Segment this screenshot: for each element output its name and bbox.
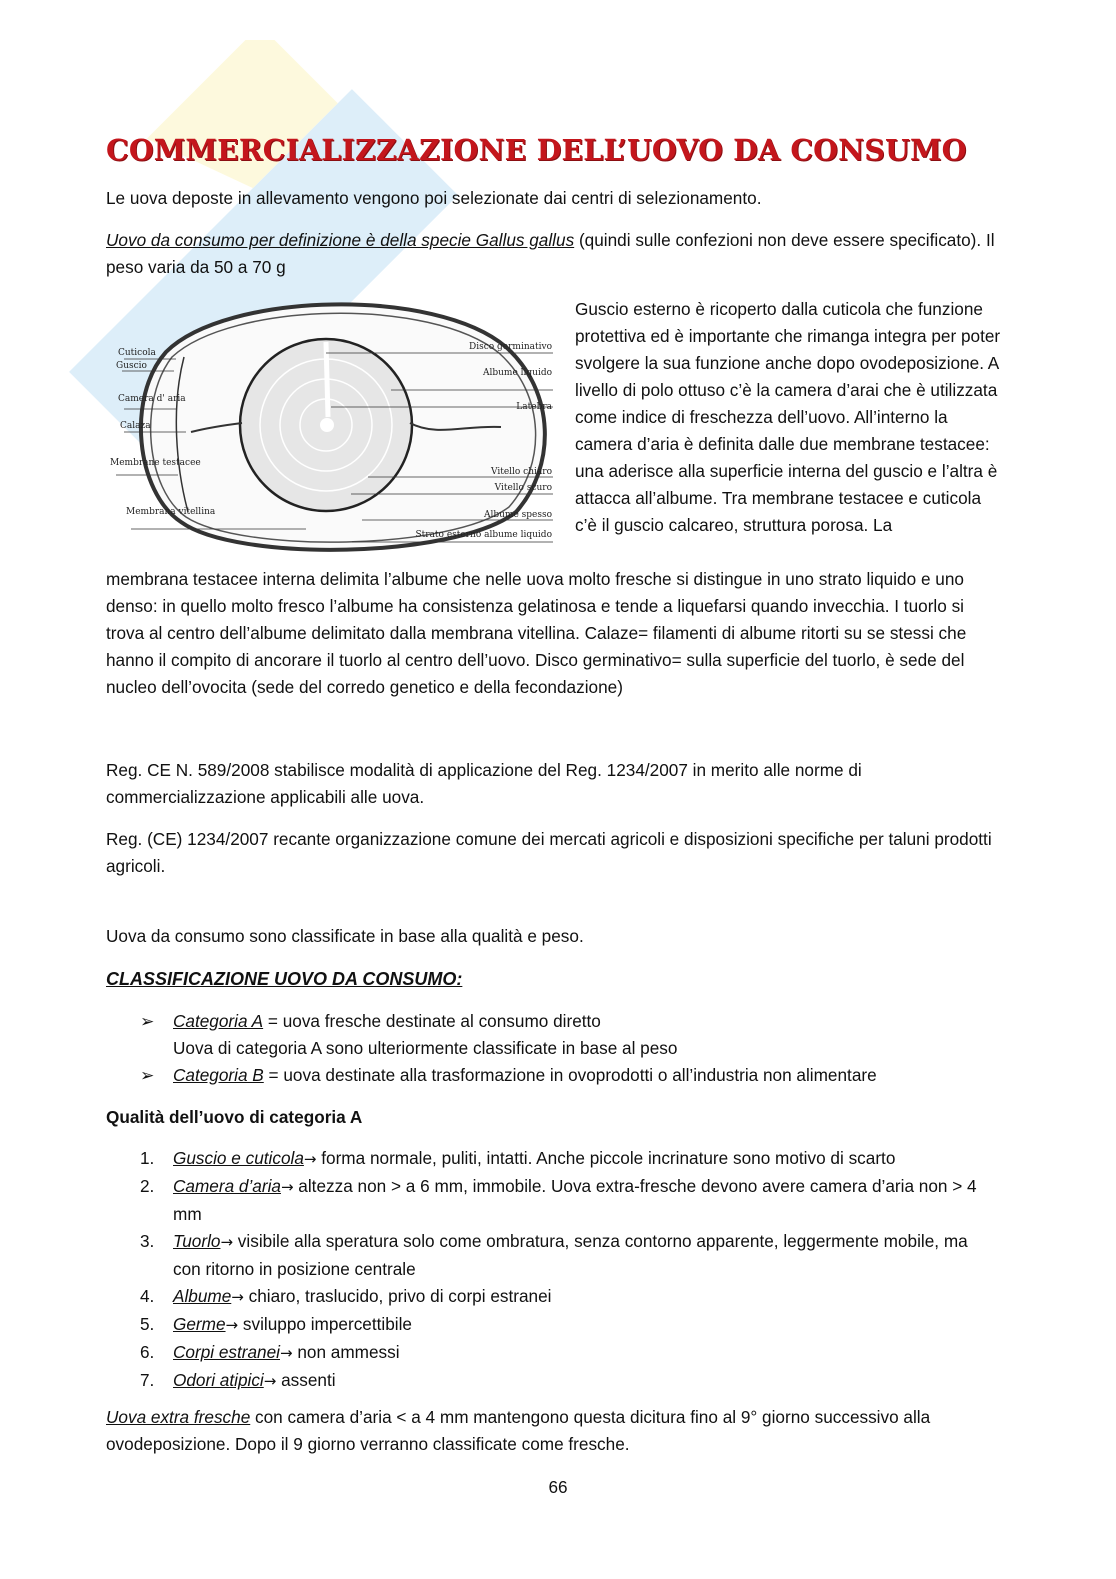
- shell-description-paragraph: Guscio esterno è ricoperto dalla cuticola che funzione protettiva ed è importante che rimanga integra per poter svolgere la sua funzione anche dopo ovodeposizione. A livello di polo ottuso c’è la camera d’arai che è utilizzata come indice di freschezza dell’uovo. All’interno la camera d’aria è definita dalle due membrane testacee: una aderisce alla superficie interna del guscio e l’altra è attacca all’albume. Tra membrane testacee e cuticola c’è il guscio calcareo, struttura porosa. La: [575, 299, 1001, 535]
- definition-paragraph: [106, 227, 1006, 281]
- quality-text: visibile alla speratura solo come ombratura, senza contorno apparente, leggermente mobile, ma con ritorno in posizione centrale: [173, 1231, 968, 1279]
- arrow-right-icon: →: [225, 1316, 239, 1334]
- quality-term: Guscio e cuticola: [173, 1148, 304, 1168]
- label-albume-spesso: Albume spesso: [483, 510, 552, 520]
- quality-text: forma normale, puliti, intatti. Anche piccole incrinature sono motivo di scarto: [316, 1148, 896, 1168]
- quality-text: chiaro, traslucido, privo di corpi estranei: [243, 1286, 552, 1306]
- classification-intro: Uova da consumo sono classificate in base alla qualità e peso.: [106, 926, 584, 946]
- page-title: COMMERCIALIZZAZIONE DELL’UOVO DA CONSUMO: [106, 133, 967, 167]
- category-text: = uova destinate alla trasformazione in ovoprodotti o all’industria non alimentare: [263, 1065, 877, 1085]
- label-vitello-chiaro: Vitello chiaro: [490, 467, 552, 477]
- label-calaza: Calaza: [120, 421, 151, 431]
- quality-term: Camera d’aria: [173, 1176, 281, 1196]
- quality-text: assenti: [276, 1370, 336, 1390]
- arrow-right-icon: →: [303, 1150, 317, 1168]
- quality-text: sviluppo impercettibile: [238, 1314, 412, 1334]
- category-subtext: Uova di categoria A sono ulteriormente classificate in base al peso: [173, 1038, 678, 1058]
- category-item: [140, 1062, 877, 1089]
- label-camera-aria: Camera d' aria: [118, 394, 186, 404]
- page-number: 66: [548, 1477, 568, 1497]
- regulation-589-paragraph: Reg. CE N. 589/2008 stabilisce modalità di applicazione del Reg. 1234/2007 in merito alle norme di commercializzazione applicabili alle uova.: [106, 760, 862, 807]
- quality-text: altezza non > a 6 mm, immobile. Uova extra-fresche devono avere camera d’aria non > 4 mm: [173, 1176, 977, 1224]
- regulation-1234-paragraph: Reg. (CE) 1234/2007 recante organizzazione comune dei mercati agricoli e disposizioni specifiche per taluni prodotti agricoli.: [106, 829, 992, 876]
- quality-list: [140, 1145, 1000, 1395]
- extra-fresh-text: con camera d’aria < a 4 mm mantengono questa dicitura fino al 9° giorno successivo alla ovodeposizione. Dopo il 9 giorno verranno classificate come fresche.: [106, 1407, 931, 1454]
- arrow-bullet-icon: ➢: [140, 1065, 155, 1085]
- category-list: [140, 1008, 877, 1089]
- latebra-bulb: [320, 418, 334, 432]
- label-albume-liquido: Albume liquido: [482, 368, 552, 378]
- label-strato-esterno: Strato esterno albume liquido: [415, 530, 552, 540]
- quality-term: Corpi estranei: [173, 1342, 280, 1362]
- arrow-right-icon: →: [280, 1178, 294, 1196]
- arrow-right-icon: →: [280, 1344, 293, 1362]
- item-number: 6.: [140, 1342, 155, 1362]
- arrow-bullet-icon: ➢: [140, 1011, 155, 1031]
- definition-rest: (quindi sulle confezioni non deve essere specificato). Il peso varia da 50 a 70 g: [106, 230, 995, 277]
- label-vitello-scuro: Vitello scuro: [494, 483, 552, 493]
- quality-item: [140, 1367, 1000, 1395]
- label-cuticola: Cuticola: [118, 348, 156, 358]
- label-guscio: Guscio: [116, 361, 147, 371]
- label-membrana-vitellina: Membrana vitellina: [126, 507, 216, 517]
- label-membrane-testacee: Membrane testacee: [110, 458, 201, 468]
- quality-item: [140, 1311, 1000, 1339]
- quality-term: Odori atipici: [173, 1370, 264, 1390]
- intro-paragraph: Le uova deposte in allevamento vengono poi selezionate dai centri di selezionamento.: [106, 188, 762, 208]
- extra-fresh-term: Uova extra fresche: [106, 1407, 251, 1427]
- category-term: Categoria A: [173, 1011, 264, 1031]
- item-number: 3.: [140, 1231, 155, 1251]
- item-number: 1.: [140, 1148, 155, 1168]
- label-latebra: Latebra: [516, 402, 552, 412]
- label-disco-germinativo: Disco germinativo: [469, 342, 552, 352]
- category-text: = uova fresche destinate al consumo diretto: [263, 1011, 601, 1031]
- item-number: 5.: [140, 1314, 155, 1334]
- category-term: Categoria B: [173, 1065, 264, 1085]
- arrow-right-icon: →: [220, 1233, 234, 1251]
- arrow-right-icon: →: [231, 1288, 244, 1306]
- category-item: [140, 1008, 877, 1062]
- quality-item: [140, 1145, 1000, 1173]
- quality-term: Germe: [173, 1314, 226, 1334]
- quality-item: [140, 1173, 1000, 1228]
- egg-diagram: [106, 297, 558, 559]
- quality-item: [140, 1283, 1000, 1311]
- quality-text: non ammessi: [292, 1342, 400, 1362]
- item-number: 4.: [140, 1286, 155, 1306]
- quality-term: Tuorlo: [173, 1231, 221, 1251]
- classification-heading: CLASSIFICAZIONE UOVO DA CONSUMO:: [106, 969, 463, 989]
- item-number: 2.: [140, 1176, 155, 1196]
- quality-item: [140, 1339, 1000, 1367]
- arrow-right-icon: →: [263, 1372, 277, 1390]
- quality-item: [140, 1228, 1000, 1283]
- albumen-paragraph: membrana testacee interna delimita l’albume che nelle uova molto fresche si distingue in uno strato liquido e uno denso: in quello molto fresco l’albume ha consistenza gelatinosa e tende a liquefarsi quando invecchia. I tuorlo si trova al centro dell’albume delimitato dalla membrana vitellina. Calaze= filamenti di albume ritorti su se stessi che hanno il compito di ancorare il tuorlo al centro dell’uovo. Disco germinativo= sulla superficie del tuorlo, è sede del nucleo dell’ovocita (sede del corredo genetico e della fecondazione): [106, 569, 967, 697]
- quality-heading: Qualità dell’uovo di categoria A: [106, 1107, 363, 1127]
- definition-emphasis: Uovo da consumo per definizione è della specie Gallus gallus: [106, 230, 575, 250]
- item-number: 7.: [140, 1370, 155, 1390]
- extra-fresh-paragraph: [106, 1404, 1006, 1458]
- quality-term: Albume: [173, 1286, 232, 1306]
